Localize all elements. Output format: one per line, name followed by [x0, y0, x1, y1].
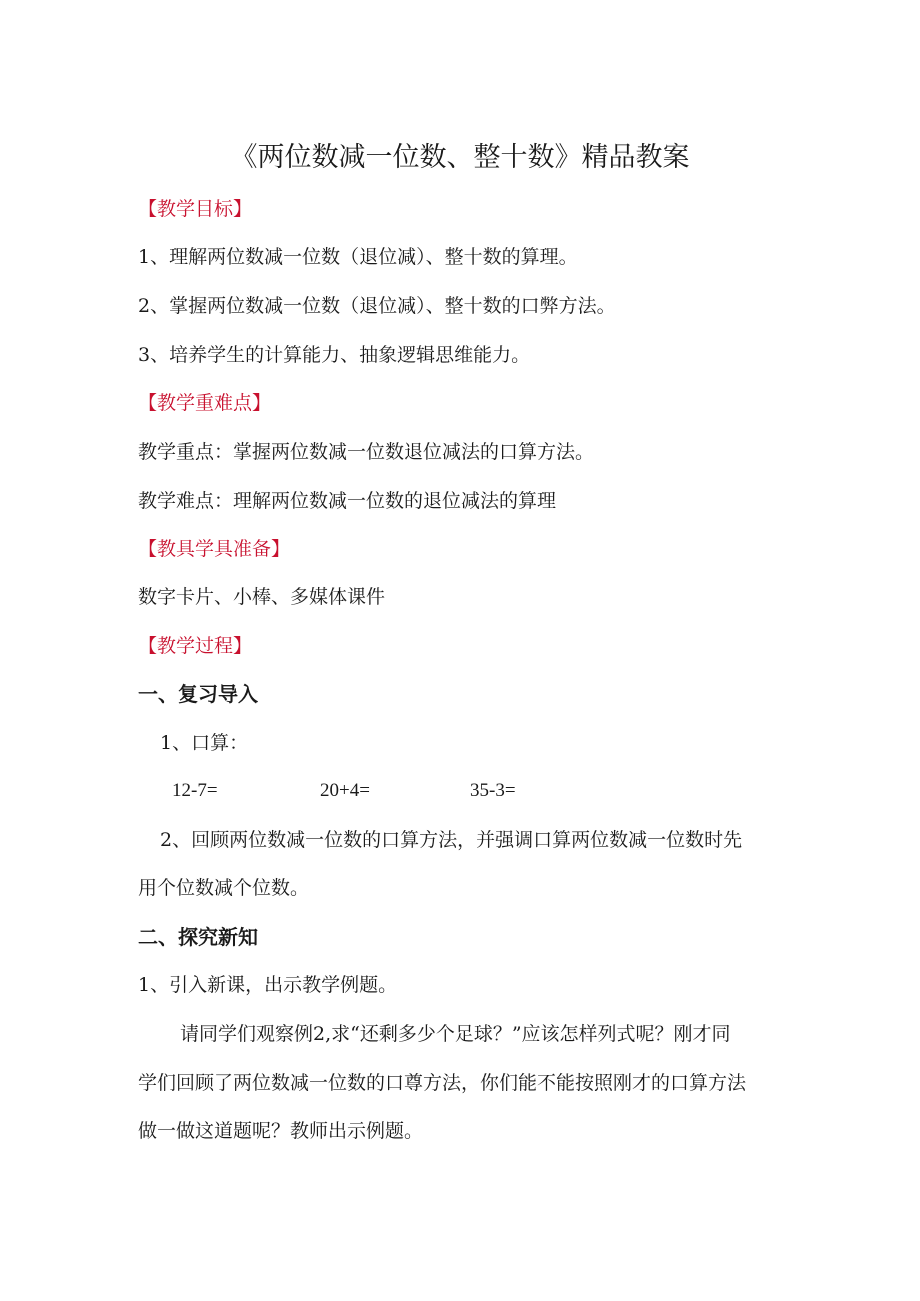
- objective-item: 3、培养学生的计算能力、抽象逻辑思维能力。: [138, 344, 531, 366]
- review-item-oral-calc: 1、口算：: [160, 732, 249, 754]
- key-point-item: 教学难点：理解两位数减一位数的退位减法的算理: [138, 490, 557, 512]
- objective-item: 1、理解两位数减一位数（退位减）、整十数的算理。: [138, 246, 578, 268]
- review-item-line: 用个位数减个位数。: [138, 877, 310, 899]
- explore-paragraph-line: 学们回顾了两位数减一位数的口尊方法，你们能不能按照刚才的口算方法: [138, 1072, 747, 1094]
- objective-item: 2、掌握两位数减一位数（退位减）、整十数的口弊方法。: [138, 295, 616, 317]
- key-point-item: 教学重点：掌握两位数减一位数退位减法的口算方法。: [138, 441, 595, 463]
- page-title: 《两位数减一位数、整十数》精品教案: [230, 142, 690, 173]
- explore-paragraph-line: 请同学们观察例2,求“还剩多少个足球？”应该怎样列式呢？刚才同: [180, 1023, 731, 1045]
- objectives-heading: 【教学目标】: [138, 198, 253, 220]
- calc-expression: 35-3=: [470, 780, 516, 801]
- review-section-title: 一、复习导入: [138, 682, 258, 706]
- materials-heading: 【教具学具准备】: [138, 538, 291, 560]
- calc-expression: 20+4=: [320, 780, 370, 801]
- process-heading: 【教学过程】: [138, 635, 253, 657]
- calc-expression: 12-7=: [172, 780, 218, 801]
- explore-section-title: 二、探究新知: [138, 925, 258, 949]
- explore-item: 1、引入新课，出示教学例题。: [138, 974, 398, 996]
- materials-text: 数字卡片、小棒、多媒体课件: [138, 586, 386, 608]
- key-points-heading: 【教学重难点】: [138, 392, 272, 414]
- review-item-line: 2、回顾两位数减一位数的口算方法，并强调口算两位数减一位数时先: [160, 829, 743, 851]
- explore-paragraph-line: 做一做这道题呢？教师出示例题。: [138, 1120, 424, 1142]
